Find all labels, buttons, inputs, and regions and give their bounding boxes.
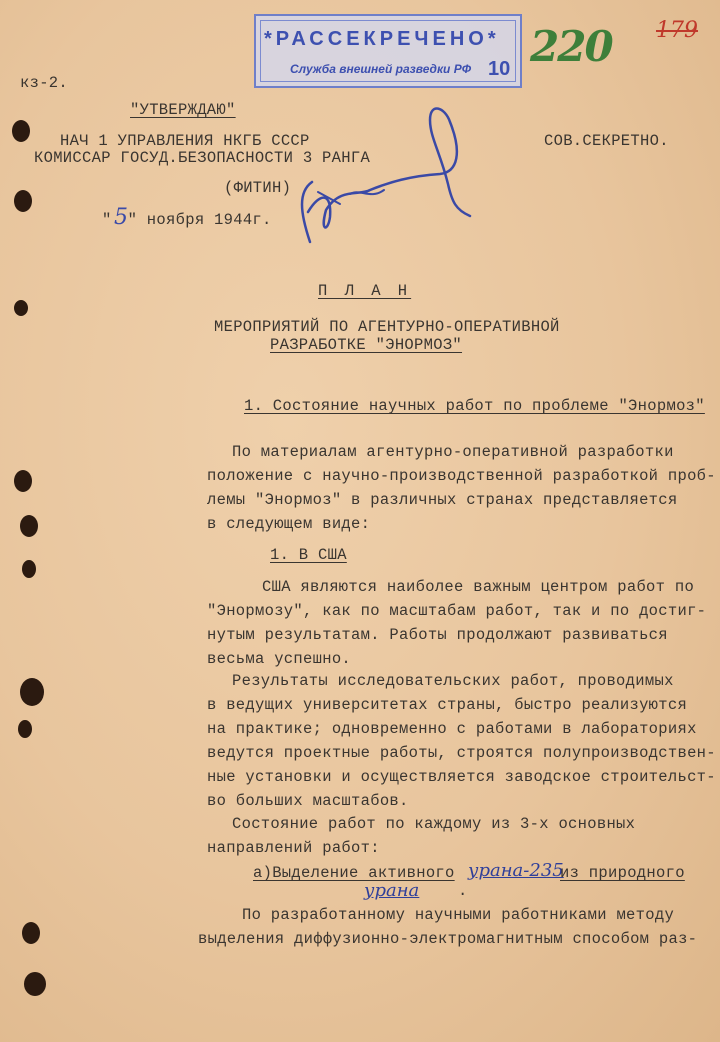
handwritten-page-number: 220	[530, 22, 612, 71]
approve-label: "УТВЕРЖДАЮ"	[130, 101, 236, 119]
usa-para-3-line: Состояние работ по каждому из 3-х основных	[232, 815, 636, 833]
section-1-heading: 1. Состояние научных работ по проблеме "Энормоз"	[244, 397, 705, 415]
date-open-quote: "	[102, 211, 112, 229]
punch-hole	[14, 190, 32, 212]
handwritten-insert-uranium: урана	[364, 880, 420, 901]
usa-para-1-line: весьма успешно.	[207, 650, 352, 668]
intro-line: лемы "Энормоз" в различных странах представляется	[207, 491, 678, 509]
subsection-a-dot: .	[458, 882, 468, 900]
approver-position-2: КОМИССАР ГОСУД.БЕЗОПАСНОСТИ 3 РАНГА	[34, 149, 371, 167]
stamp-title: *РАССЕКРЕЧЕНО*	[264, 28, 500, 50]
stamp-number: 10	[488, 58, 511, 80]
plan-subtitle-2: РАЗРАБОТКЕ "ЭНОРМОЗ"	[270, 336, 463, 354]
subsection-a-start: а)Выделение активного	[253, 864, 455, 882]
approver-name: (ФИТИН)	[224, 179, 292, 197]
handwritten-insert-uranium-235: урана-235	[468, 860, 564, 881]
usa-para-4-line: выделения диффузионно-электромагнитным способом раз-	[198, 930, 698, 948]
punch-hole	[22, 560, 36, 578]
intro-line: в следующем виде:	[207, 515, 371, 533]
usa-para-2-line: во больших масштабов.	[207, 792, 409, 810]
usa-para-2-line: Результаты исследовательских работ, проводимых	[232, 672, 674, 690]
signature	[280, 92, 480, 252]
usa-heading: 1. В США	[270, 546, 347, 564]
usa-para-1-line: "Энормозу", как по масштабам работ, так и по достиг-	[207, 602, 707, 620]
usa-para-4-line: По разработанному научными работниками методу	[242, 906, 675, 924]
punch-hole	[20, 678, 44, 706]
punch-hole	[22, 922, 40, 944]
handwritten-date-day: 5	[114, 205, 128, 230]
intro-line: По материалам агентурно-оперативной разработки	[232, 443, 674, 461]
subsection-a-end: из природного	[560, 864, 685, 882]
usa-para-1-line: нутым результатам. Работы продолжают развиваться	[207, 626, 668, 644]
usa-para-1-line: США являются наиболее важным центром работ по	[262, 578, 695, 596]
usa-para-2-line: ведутся проектные работы, строятся полупроизводствен-	[207, 744, 716, 762]
punch-hole	[20, 515, 38, 537]
usa-para-3-line: направлений работ:	[207, 839, 380, 857]
date-rest: " ноября 1944г.	[127, 211, 272, 229]
punch-hole	[14, 470, 32, 492]
intro-line: положение с научно-производственной разработкой проб-	[207, 467, 716, 485]
punch-hole	[14, 300, 28, 316]
usa-para-2-line: на практике; одновременно с работами в лабораториях	[207, 720, 697, 738]
stamp-agency: Служба внешней разведки РФ	[290, 62, 472, 76]
classification: СОВ.СЕКРЕТНО.	[544, 132, 669, 150]
usa-para-2-line: ные установки и осуществляется заводское строительст-	[207, 768, 716, 786]
punch-hole	[18, 720, 32, 738]
usa-para-2-line: в ведущих университетах страны, быстро реализуются	[207, 696, 688, 714]
handwritten-old-number: 179	[656, 18, 698, 43]
approver-position-1: НАЧ 1 УПРАВЛЕНИЯ НКГБ СССР	[60, 132, 310, 150]
declassified-stamp	[254, 14, 522, 88]
plan-subtitle-1: МЕРОПРИЯТИЙ ПО АГЕНТУРНО-ОПЕРАТИВНОЙ	[214, 318, 560, 336]
punch-hole	[24, 972, 46, 996]
doc-code: кз-2.	[20, 74, 69, 92]
plan-title: П Л А Н	[318, 282, 412, 300]
punch-hole	[12, 120, 30, 142]
